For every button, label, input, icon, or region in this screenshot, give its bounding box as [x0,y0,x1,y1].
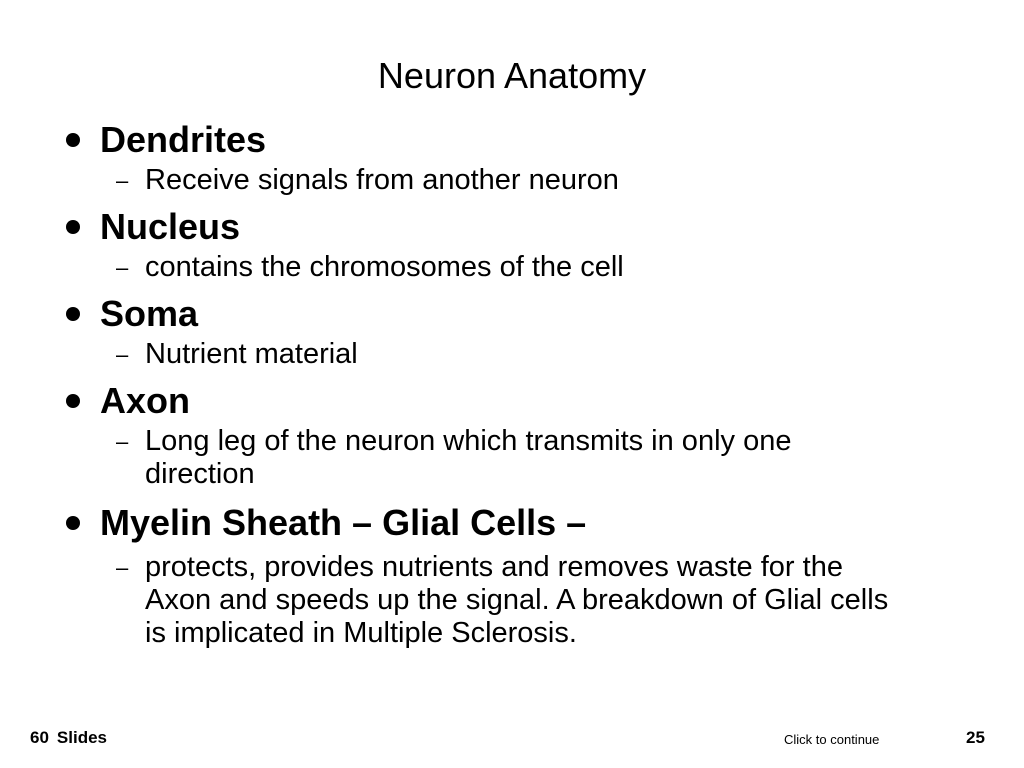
sub-item [62,251,890,284]
sub-item-text: Receive signals from another neuron [145,164,619,196]
bullet-heading: Nucleus [100,206,241,247]
bullet-item [62,205,962,284]
bullet-dot-icon [66,516,80,530]
slide-count-label: Slides [56,728,108,747]
slide-count [30,728,115,748]
dash-icon: – [116,255,129,280]
slide-count-number: 60 [30,728,49,747]
sub-item-text: Nutrient material [145,338,358,370]
sub-item-text: protects, provides nutrients and removes waste for the Axon and speeds up the signal. A breakdown of Glial cells is implicated in Multiple Sclerosis. [145,551,889,649]
bullet-item [62,118,962,197]
bullet-list [62,118,962,654]
continue-link[interactable]: Click to continue [784,732,880,747]
sub-item-text: Long leg of the neuron which transmits in only one direction [145,425,792,490]
page-number: 25 [966,728,985,747]
bullet-item [62,501,962,650]
bullet-heading: Dendrites [100,119,267,160]
sub-item-text: contains the chromosomes of the cell [145,251,624,283]
dash-icon: – [116,342,129,367]
sub-item [62,338,890,371]
bullet-dot-icon [66,307,80,321]
slide-title: Neuron Anatomy [377,55,647,96]
sub-item [62,425,890,491]
bullet-dot-icon [66,220,80,234]
bullet-heading: Myelin Sheath – Glial Cells – [100,502,587,543]
bullet-item [62,292,962,371]
dash-icon: – [116,168,129,193]
bullet-item [62,379,962,491]
bullet-dot-icon [66,133,80,147]
dash-icon: – [116,555,129,580]
bullet-heading: Axon [100,380,190,421]
sub-item [62,164,890,197]
dash-icon: – [116,429,129,454]
bullet-heading: Soma [100,293,199,334]
bullet-dot-icon [66,394,80,408]
sub-item [62,551,890,650]
